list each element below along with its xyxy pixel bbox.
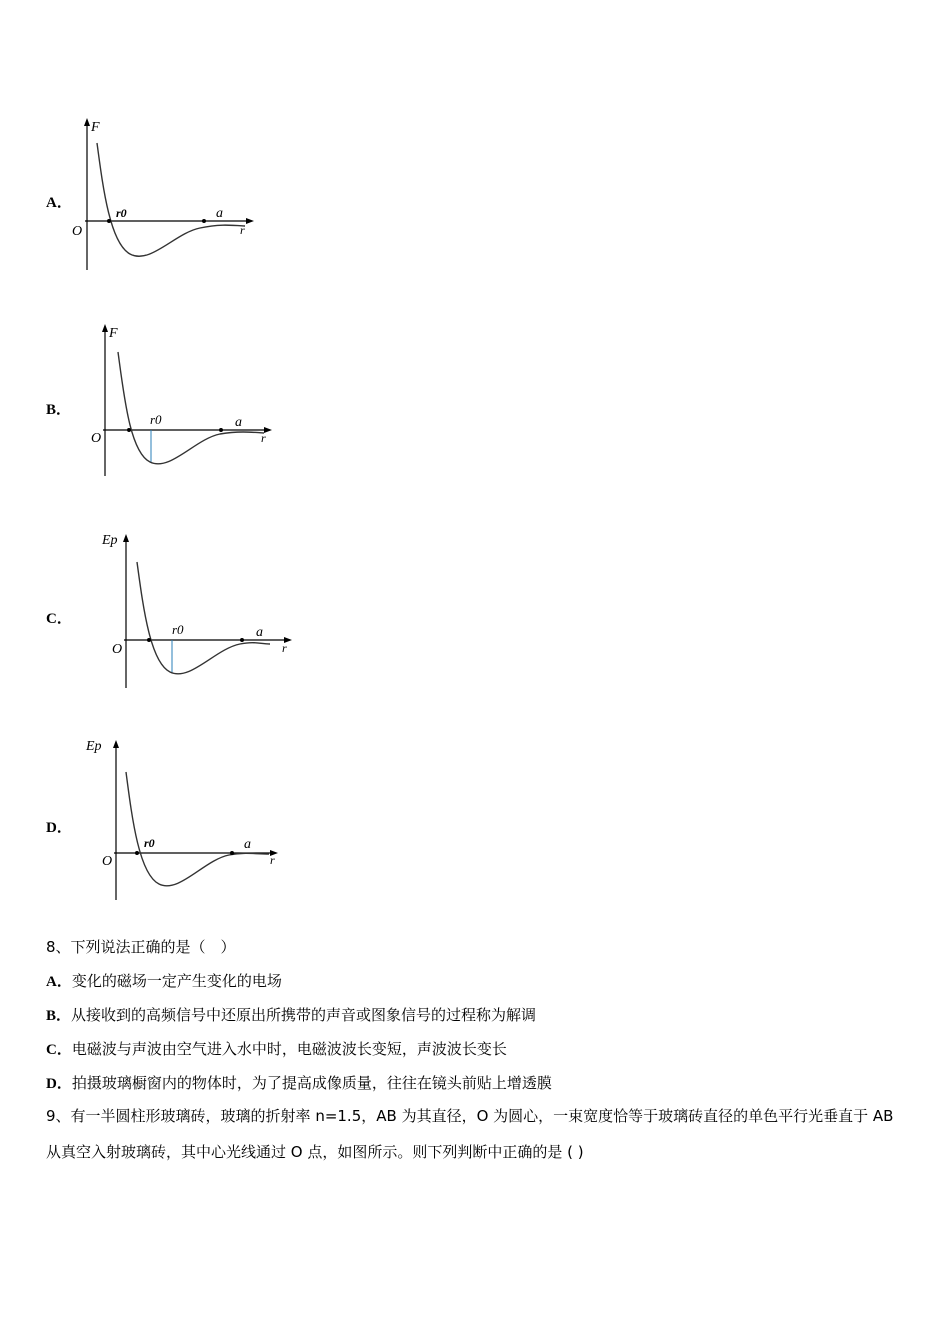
curve — [126, 772, 269, 886]
q8-option-d-key: D． — [46, 1076, 72, 1092]
origin-label: O — [91, 431, 102, 446]
y-axis-arrow-icon — [102, 324, 108, 332]
r0-label: r0 — [116, 206, 127, 220]
y-axis-arrow-icon — [123, 534, 129, 542]
y-axis-label: Ep — [102, 533, 118, 548]
origin-label: O — [72, 224, 83, 239]
x-axis-arrow-icon — [246, 218, 254, 224]
r0-label: r0 — [144, 836, 155, 850]
curve — [137, 562, 270, 674]
option-d-label: D． — [46, 820, 72, 836]
x-axis-label: r — [261, 431, 266, 445]
x-axis-label: r — [282, 641, 287, 655]
option-b-label: B． — [46, 402, 72, 418]
y-axis-label: F — [91, 120, 100, 135]
q8-option-b-key: B． — [46, 1008, 72, 1024]
question-9-text: 9、有一半圆柱形玻璃砖，玻璃的折射率 n=1.5，AB 为其直径，O 为圆心，一束宽度恰等于玻璃砖直径的单色平行光垂直于 AB 从真空入射玻璃砖，其中心光线通过 O 点，如图所示。则下列判断中正确的是 ( ) — [46, 1107, 894, 1161]
zero-point — [127, 428, 131, 432]
y-axis-label: F — [109, 326, 118, 341]
curve — [118, 352, 264, 464]
q8-option-a-text: 变化的磁场一定产生变化的电场 — [71, 972, 282, 990]
question-8-stem: 8、下列说法正确的是（ ） — [46, 938, 236, 956]
a-label: a — [244, 837, 251, 852]
a-point — [202, 219, 206, 223]
x-axis-label: r — [270, 853, 275, 867]
option-a-label: A． — [46, 195, 72, 211]
y-axis-arrow-icon — [113, 740, 119, 748]
q8-option-c-key: C． — [46, 1042, 72, 1058]
r0-point — [107, 219, 111, 223]
r0-point — [135, 851, 139, 855]
a-point — [240, 638, 244, 642]
r0-label: r0 — [150, 412, 162, 427]
y-axis-arrow-icon — [84, 118, 90, 126]
q8-option-b — [46, 1004, 536, 1025]
a-label: a — [235, 415, 242, 430]
q8-option-d — [46, 1072, 552, 1093]
a-label: a — [256, 625, 263, 640]
origin-label: O — [102, 854, 113, 869]
curve — [97, 143, 245, 256]
y-axis-label: Ep — [86, 739, 102, 754]
a-point — [230, 851, 234, 855]
q8-option-a — [46, 970, 282, 991]
q8-option-a-key: A． — [46, 974, 72, 990]
graph-a — [70, 118, 260, 273]
a-point — [219, 428, 223, 432]
a-label: a — [216, 206, 223, 221]
r0-label: r0 — [172, 622, 184, 637]
x-axis-label: r — [240, 223, 245, 237]
q8-option-c — [46, 1038, 507, 1059]
origin-label: O — [112, 642, 123, 657]
option-c-label: C． — [46, 611, 72, 627]
q8-option-b-text: 从接收到的高频信号中还原出所携带的声音或图象信号的过程称为解调 — [71, 1006, 537, 1024]
graph-d — [84, 734, 284, 902]
graph-c — [100, 528, 300, 690]
zero-point — [147, 638, 151, 642]
graph-b — [88, 324, 278, 479]
q8-option-d-text: 拍摄玻璃橱窗内的物体时，为了提高成像质量，往往在镜头前贴上增透膜 — [71, 1074, 552, 1092]
q8-option-c-text: 电磁波与声波由空气进入水中时，电磁波波长变短，声波波长变长 — [71, 1040, 507, 1058]
